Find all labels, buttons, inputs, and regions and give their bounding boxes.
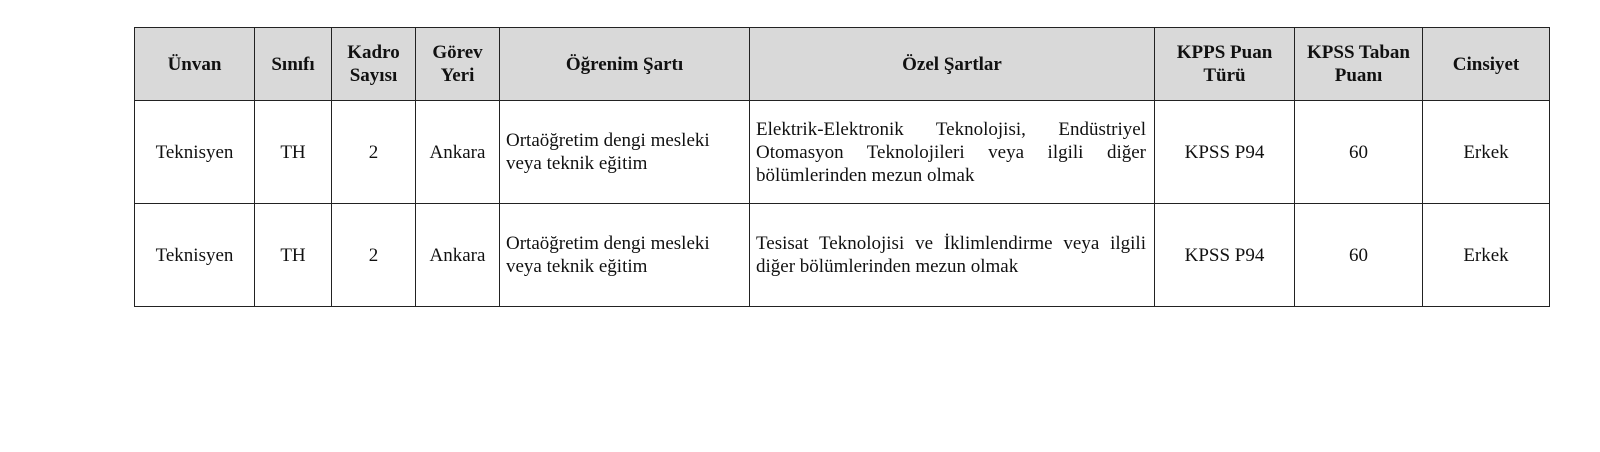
cell-gorev-yeri: Ankara — [416, 101, 500, 204]
cell-taban-puani: 60 — [1295, 204, 1423, 307]
header-ozel-sartlar: Özel Şartlar — [750, 28, 1155, 101]
cell-unvan: Teknisyen — [135, 204, 255, 307]
table-row — [135, 101, 1550, 204]
cell-gorev-yeri: Ankara — [416, 204, 500, 307]
job-positions-table — [134, 27, 1550, 307]
cell-unvan: Teknisyen — [135, 101, 255, 204]
header-gorev-yeri: Görev Yeri — [416, 28, 500, 101]
cell-sinifi: TH — [255, 101, 332, 204]
cell-ogrenim-sarti: Ortaöğretim dengi mesleki veya teknik eğitim — [500, 101, 750, 204]
header-ogrenim-sarti: Öğrenim Şartı — [500, 28, 750, 101]
header-row — [135, 28, 1550, 101]
table-body — [135, 101, 1550, 307]
header-cinsiyet: Cinsiyet — [1423, 28, 1550, 101]
cell-sinifi: TH — [255, 204, 332, 307]
cell-puan-turu: KPSS P94 — [1155, 101, 1295, 204]
cell-taban-puani: 60 — [1295, 101, 1423, 204]
cell-ozel-sartlar: Tesisat Teknolojisi ve İklimlendirme veya ilgili diğer bölümlerinden mezun olmak — [750, 204, 1155, 307]
cell-ogrenim-sarti: Ortaöğretim dengi mesleki veya teknik eğitim — [500, 204, 750, 307]
table-row — [135, 204, 1550, 307]
table-header — [135, 28, 1550, 101]
header-taban-puani: KPSS Taban Puanı — [1295, 28, 1423, 101]
cell-puan-turu: KPSS P94 — [1155, 204, 1295, 307]
header-kadro-sayisi: Kadro Sayısı — [332, 28, 416, 101]
header-puan-turu: KPPS Puan Türü — [1155, 28, 1295, 101]
cell-cinsiyet: Erkek — [1423, 101, 1550, 204]
cell-cinsiyet: Erkek — [1423, 204, 1550, 307]
cell-kadro-sayisi: 2 — [332, 101, 416, 204]
header-sinifi: Sınıfı — [255, 28, 332, 101]
header-unvan: Ünvan — [135, 28, 255, 101]
cell-kadro-sayisi: 2 — [332, 204, 416, 307]
cell-ozel-sartlar: Elektrik-Elektronik Teknolojisi, Endüstriyel Otomasyon Teknolojileri veya ilgili diğer bölümlerinden mezun olmak — [750, 101, 1155, 204]
